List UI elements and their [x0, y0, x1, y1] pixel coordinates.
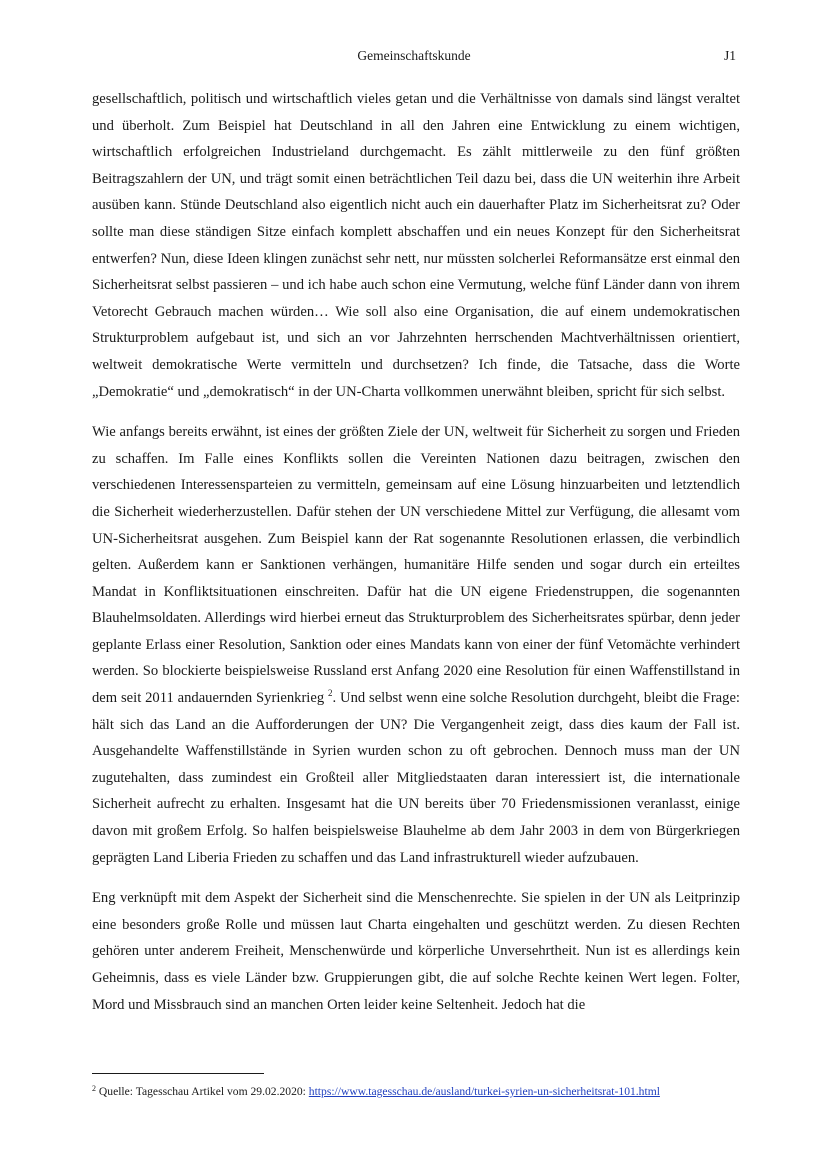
paragraph-3: Eng verknüpft mit dem Aspekt der Sicherheit sind die Menschenrechte. Sie spielen in der UN als Leitprinzip eine besonders große Rolle und müssen laut Charta eingehalten und geschützt werden. Zu diesen Rechten gehören unter anderem Freiheit, Menschenwürde und körperliche Unversehrtheit. Nun ist es allerdings kein Geheimnis, dass es viele Länder bzw. Gruppierungen gibt, die auf solche Rechte keinen Wert legen. Folter, Mord und Missbrauch sind an manchen Orten leider keine Seltenheit. Jedoch hat die	[92, 890, 740, 1013]
paragraph-2	[92, 419, 740, 871]
footnote-separator	[92, 1073, 264, 1074]
header-code: J1	[723, 48, 736, 63]
page-header	[92, 48, 736, 68]
paragraph-2-part-b: . Und selbst wenn eine solche Resolution durchgeht, bleibt die Frage: hält sich das Land an die Aufforderungen der UN? Die Vergangenheit zeigt, dass dies kaum der Fall ist. Ausgehandelte Waffenstillstände in Syrien wurden schon zu oft gebrochen. Dennoch muss man der UN zugutehalten, dass zumindest ein Großteil aller Mitgliedstaaten daran interessiert ist, die internationale Sicherheit aufrecht zu erhalten. Insgesamt hat die UN bereits über 70 Friedensmissionen veranlasst, einige davon mit großem Erfolg. So halfen beispielsweise Blauhelme ab dem Jahr 2003 in dem von Bürgerkriegen geprägten Land Liberia Frieden zu schaffen und das Land infrastrukturell wieder aufzubauen.	[92, 690, 740, 866]
paragraph-2-part-a: Wie anfangs bereits erwähnt, ist eines der größten Ziele der UN, weltweit für Sicherheit zu sorgen und Frieden zu schaffen. Im Falle eines Konflikts sollen die Vereinten Nationen dazu beitragen, zwischen den verschiedenen Interessensparteien zu vermitteln, gemeinsam auf eine Lösung hinzuarbeiten und letztendlich die Sicherheit wiederherzustellen. Dafür stehen der UN verschiedene Mittel zur Verfügung, die allesamt vom UN-Sicherheitsrat ausgehen. Zum Beispiel kann der Rat sogenannte Resolutionen erlassen, die verbindlich gelten. Außerdem kann er Sanktionen verhängen, humanitäre Hilfe senden und sogar durch ein erteiltes Mandat in Konfliktsituationen einschreiten. Dafür hat die UN eigene Friedenstruppen, die sogenannten Blauhelmsoldaten. Allerdings wird hierbei erneut das Strukturproblem des Sicherheitsrates spürbar, denn jeder geplante Erlass einer Resolution, Sanktion oder eines Mandats kann von einer der fünf Vetomächte verhindert werden. So blockierte beispielsweise Russland erst Anfang 2020 eine Resolution für einen Waffenstillstand in dem seit 2011 andauernden Syrienkrieg	[92, 424, 740, 707]
footnote-link[interactable]: https://www.tagesschau.de/ausland/turkei-syrien-un-sicherheitsrat-101.html	[308, 1085, 660, 1098]
footnote-text: Quelle: Tagesschau Artikel vom 29.02.2020:	[96, 1085, 309, 1098]
footnote-number: 2	[92, 1084, 96, 1093]
footnote	[92, 1084, 752, 1100]
header-title: Gemeinschaftskunde	[357, 48, 471, 63]
footnote-reference[interactable]: 2	[328, 688, 333, 699]
body-text	[92, 86, 740, 1018]
paragraph-1: gesellschaftlich, politisch und wirtschaftlich vieles getan und die Verhältnisse von damals sind längst veraltet und überholt. Zum Beispiel hat Deutschland in all den Jahren eine Entwicklung zu einem wichtigen, wirtschaftlich erfolgreichen Industrieland durchgemacht. Es zählt mittlerweile zu den fünf größten Beitragszahlern der UN, und trägt somit einen beträchtlichen Teil dazu bei, dass die UN weiterhin ihre Arbeit ausüben kann. Stünde Deutschland also eigentlich nicht auch ein dauerhafter Platz im Sicherheitsrat zu? Oder sollte man diese ständigen Sitze einfach komplett abschaffen und ein neues Konzept für den Sicherheitsrat entwerfen? Nun, diese Ideen klingen zunächst sehr nett, nur müssten solcherlei Reformansätze erst einmal den Sicherheitsrat selbst passieren – und ich habe auch schon eine Vermutung, welche fünf Länder dann von ihrem Vetorecht Gebrauch machen würden… Wie soll also eine Organisation, die auf einem undemokratischen Strukturproblem aufgebaut ist, und sich an vor Jahrzehnten herrschenden Machtverhältnissen orientiert, weltweit demokratische Werte vermitteln und durchsetzen? Ich finde, die Tatsache, dass die Worte „Demokratie“ und „demokratisch“ in der UN-Charta vollkommen unerwähnt bleiben, spricht für sich selbst.	[92, 91, 740, 400]
